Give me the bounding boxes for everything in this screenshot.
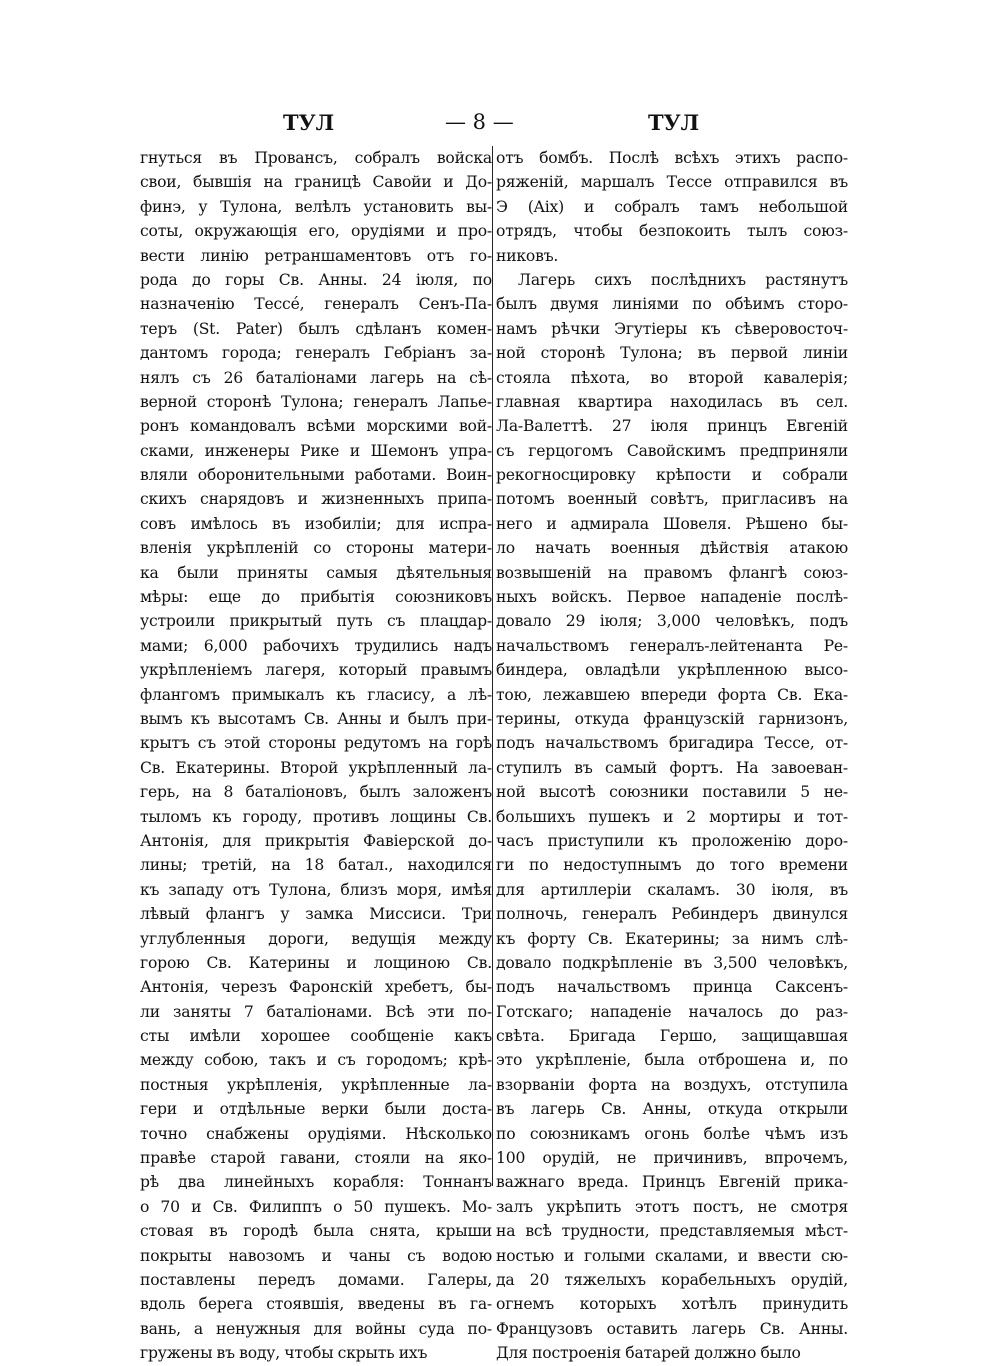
text-line: вляли оборонительными работами. Воин- — [140, 466, 492, 485]
text-line: главная квартира находилась въ сел. — [496, 392, 848, 411]
text-line: герь, на 8 баталіоновъ, былъ заложенъ — [140, 783, 492, 802]
text-line: вдоль берега стоявшія, введены въ га- — [140, 1295, 492, 1314]
text-line: ныхъ войскъ. Первое нападеніе послѣ- — [496, 588, 848, 607]
text-line: нялъ съ 26 баталіонами лагерь на сѣ- — [140, 368, 492, 387]
text-line: соты, окружающія его, орудіями и про- — [140, 222, 492, 241]
text-line: залъ укрѣпить этотъ постъ, не смотря — [496, 1197, 848, 1216]
text-line: гнуться въ Провансъ, собралъ войска — [140, 149, 492, 167]
text-line: рода до горы Св. Анны. 24 іюля, по — [140, 270, 492, 289]
text-line: свои, бывшія на границѣ Савойи и До- — [140, 173, 492, 192]
text-line: свѣта. Бригада Гершо, защищавшая — [496, 1027, 848, 1046]
text-line: никовъ. — [496, 246, 559, 265]
left-text-column — [140, 146, 492, 1366]
text-line: укрѣпленіемъ лагеря, который правымъ — [140, 661, 492, 680]
text-line: взорваніи форта на воздухъ, отступила — [496, 1075, 848, 1094]
text-line: потомъ военный совѣтъ, пригласивъ на — [496, 490, 848, 509]
text-line: постныя укрѣпленія, укрѣпленные ла- — [140, 1075, 492, 1094]
text-line: вести линію ретраншаментовъ отъ го- — [140, 246, 492, 265]
page-number: — 8 — — [445, 110, 514, 134]
text-line: рѣ два линейныхъ корабля: Тоннанъ — [140, 1173, 492, 1192]
text-line: тою, лежавшею впереди форта Св. Ека- — [496, 685, 848, 704]
text-line: стовая въ городѣ была снята, крыши — [140, 1222, 492, 1241]
text-line: для артиллеріи скаламъ. 30 іюля, въ — [496, 880, 848, 899]
text-line: вань, а ненужныя для войны суда по- — [140, 1319, 492, 1338]
text-line: часъ приступили къ проложенію доро- — [496, 831, 848, 850]
column-divider — [492, 146, 493, 1186]
text-line: скихъ снарядовъ и жизненныхъ припа- — [140, 490, 492, 509]
text-line: ги по недоступнымъ до того времени — [496, 856, 848, 875]
text-line: назначенію Тессé, генералъ Сенъ-Па- — [140, 295, 492, 314]
text-line: ностью и голыми скалами, и ввести сю- — [496, 1246, 848, 1265]
text-line: Антонія, для прикрытія Фавіерской до- — [140, 831, 492, 850]
text-line: правѣе старой гавани, стояли на яко- — [140, 1149, 492, 1168]
text-line: биндера, овладѣли укрѣпленною высо- — [496, 661, 848, 680]
text-line: отъ бомбъ. Послѣ всѣхъ этихъ распо- — [496, 149, 848, 167]
text-line: Французовъ оставить лагерь Св. Анны. — [496, 1319, 848, 1338]
text-line: довало подкрѣпленіе въ 3,500 человѣкъ, — [496, 953, 848, 972]
text-line: ной высотѣ союзники поставили 5 не- — [496, 783, 848, 802]
text-line: теръ (St. Pater) былъ сдѣланъ комен- — [140, 319, 492, 338]
text-line: углубленныя дороги, ведущія между — [140, 929, 492, 948]
text-line: дантомъ города; генералъ Гебріанъ за- — [140, 344, 492, 363]
text-line: вымъ къ высотамъ Св. Анны и былъ при- — [140, 709, 492, 728]
text-line: вленія укрѣпленій со стороны матери- — [140, 539, 492, 558]
text-line: подъ начальствомъ принца Саксенъ- — [496, 978, 848, 997]
text-line: въ лагерь Св. Анны, откуда открыли — [496, 1100, 848, 1119]
text-line: былъ двумя линіями по обѣимъ сторо- — [496, 295, 848, 314]
text-line: горою Св. Катерины и лощиною Св. — [140, 953, 492, 972]
running-header — [0, 110, 1000, 140]
text-line: Ла-Валеттѣ. 27 іюля принцъ Евгеній — [496, 417, 848, 436]
text-line: Э (Aix) и собралъ тамъ небольшой — [496, 197, 848, 216]
text-line: 100 орудій, не причинивъ, впрочемъ, — [496, 1149, 848, 1168]
text-line: по союзникамъ огонь болѣе чѣмъ изъ — [496, 1124, 848, 1143]
text-line: огнемъ которыхъ хотѣлъ принудить — [496, 1295, 848, 1314]
text-line: отрядъ, чтобы безпокоить тылъ союз- — [496, 222, 848, 241]
text-line: Готскаго; нападеніе началось до раз- — [496, 1002, 848, 1021]
text-line: полночь, генералъ Ребиндеръ двинулся — [496, 905, 848, 924]
text-line: ступилъ въ самый фортъ. На завоеван- — [496, 758, 848, 777]
header-left-title: ТУЛ — [283, 110, 335, 135]
text-line: къ западу отъ Тулона, близъ моря, имѣя — [140, 880, 492, 899]
header-right-title: ТУЛ — [648, 110, 700, 135]
text-line: ронъ командовалъ всѣми морскими вой- — [140, 417, 492, 436]
text-line: мами; 6,000 рабочихъ трудились надъ — [140, 636, 492, 655]
text-line: сками, инженеры Рике и Шемонъ упра- — [140, 441, 492, 460]
text-line: подъ начальствомъ бригадира Тессе, от- — [496, 734, 848, 753]
text-line: гружены въ воду, чтобы скрыть ихъ — [140, 1344, 428, 1363]
text-line: тыломъ къ городу, противъ лощины Св. — [140, 807, 492, 826]
text-line: между собою, такъ и съ городомъ; крѣ- — [140, 1051, 492, 1070]
text-line: начальствомъ генералъ-лейтенанта Ре- — [496, 636, 848, 655]
text-line: намъ рѣчки Эгутіеры къ сѣверовосточ- — [496, 319, 848, 338]
text-line: важнаго вреда. Принцъ Евгеній прика- — [496, 1173, 848, 1192]
text-line: ли заняты 7 баталіонами. Всѣ эти по- — [140, 1002, 492, 1021]
text-line: Лагерь сихъ послѣднихъ растянутъ — [518, 270, 848, 289]
text-line: ло начать военныя дѣйствія атакою — [496, 539, 848, 558]
text-line: сты имѣли хорошее сообщеніе какъ — [140, 1027, 492, 1046]
text-line: да 20 тяжелыхъ корабельныхъ орудій, — [496, 1270, 848, 1289]
text-line: Св. Екатерины. Второй укрѣпленный ла- — [140, 758, 492, 777]
text-line: большихъ пушекъ и 2 мортиры и тот- — [496, 807, 848, 826]
text-line: совъ имѣлось въ изобиліи; для испра- — [140, 514, 492, 533]
right-text-column — [496, 146, 848, 1366]
text-line: ряженій, маршалъ Тессе отправился въ — [496, 173, 848, 192]
text-line: Для построенія батарей должно было — [496, 1344, 801, 1363]
text-line: это укрѣпленіе, была отброшена и, по — [496, 1051, 848, 1070]
text-line: рекогносцировку крѣпости и собрали — [496, 466, 848, 485]
text-line: верной сторонѣ Тулона; генералъ Лапье- — [140, 392, 492, 411]
text-line: гери и отдѣльные верки были доста- — [140, 1100, 492, 1119]
text-line: точно снабжены орудіями. Нѣсколько — [140, 1124, 492, 1143]
text-line: лины; третій, на 18 батал., находился — [140, 856, 492, 875]
text-line: лѣвый флангъ у замка Миссиси. Три — [140, 905, 492, 924]
text-line: съ герцогомъ Савойскимъ предприняли — [496, 441, 848, 460]
text-line: терины, откуда французскій гарнизонъ, — [496, 709, 848, 728]
text-line: устроили прикрытый путь съ плацдар- — [140, 612, 492, 631]
text-line: ной сторонѣ Тулона; въ первой линіи — [496, 344, 848, 363]
text-line: возвышеній на правомъ флангѣ союз- — [496, 563, 848, 582]
text-line: на всѣ трудности, представляемыя мѣст- — [496, 1222, 848, 1241]
text-line: мѣры: еще до прибытія союзниковъ — [140, 588, 492, 607]
text-line: стояла пѣхота, во второй кавалерія; — [496, 368, 848, 387]
text-line: него и адмирала Шовеля. Рѣшено бы- — [496, 514, 848, 533]
text-line: ка были приняты самыя дѣятельныя — [140, 563, 492, 582]
text-line: о 70 и Св. Филиппъ о 50 пушекъ. Мо- — [140, 1197, 492, 1216]
text-line: поставлены передъ домами. Галеры, — [140, 1270, 492, 1289]
text-line: крытъ съ этой стороны редутомъ на горѣ — [140, 734, 492, 753]
text-line: флангомъ примыкалъ къ гласису, а лѣ- — [140, 685, 492, 704]
text-line: Антонія, черезъ Фаронскій хребетъ, бы- — [140, 978, 492, 997]
text-line: финэ, у Тулона, велѣлъ установить вы- — [140, 197, 492, 216]
text-line: къ форту Св. Екатерины; за нимъ слѣ- — [496, 929, 848, 948]
text-line: довало 29 іюля; 3,000 человѣкъ, подъ — [496, 612, 848, 631]
text-line: покрыты навозомъ и чаны съ водою — [140, 1246, 492, 1265]
